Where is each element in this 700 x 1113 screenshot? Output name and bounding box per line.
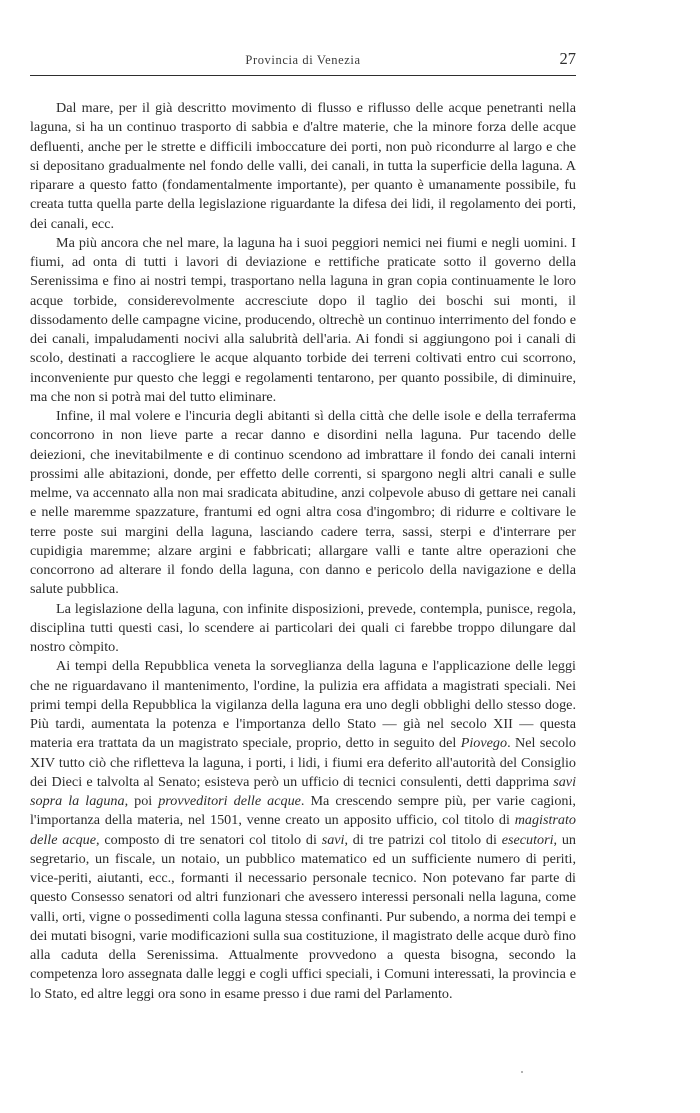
italic-term: provveditori delle acque [158,793,301,809]
running-head [30,49,576,72]
text-run: Ai tempi della Repubblica veneta la sorveglianza della laguna e l'applicazione delle leggi che ne riguardavano il mantenimento, l'ordine, la pulizia era affidata a magistrati speciali. Nei primi tempi della Repubblica la vigilanza della laguna era uno degli obblighi dello stesso doge. Più tardi, aumentata la potenza e l'importanza dello Stato — già nel secolo XII — questa materia era trattata da un magistrato speciale, proprio, detto in seguito del [30,658,576,752]
text-run: Ma più ancora che nel mare, la laguna ha i suoi peggiori nemici nei fiumi e negli uomini. I fiumi, ad onta di tutti i lavori di deviazione e rettifiche praticate sotto il governo della Serenissima e fino ai nostri tempi, trasportano nella laguna in gran copia continuamente le loro acque torbide, considerevolmente accresciute dopo il taglio dei boschi sui monti, il dissodamento delle campagne vicine, producendo, oltrechè un continuo interrimento del fondo e dei canali, impaludamenti nocivi alla salubrità dell'aria. Ai fondi si aggiungono poi i canali di scolo, destinati a raccogliere le acque alquanto torbide dei terreni coltivati entro cui scorrono, inconveniente pur questo che leggi e regolamenti tentarono, per quanto possibile, di diminuire, ma che non si potrà mai del tutto eliminare. [30,234,576,405]
italic-term: magistrato delle acque [30,812,576,848]
paragraph-4 [30,600,576,658]
text-run: La legislazione della laguna, con infinite disposizioni, prevede, contempla, punisce, regola, disciplina tutti questi casi, lo scendere ai particolari dei quali ci farebbe troppo dilungare dal nostro còmpito. [30,600,576,655]
running-title: Provincia di Venezia [245,53,361,67]
text-run: Dal mare, per il già descritto movimento di flusso e riflusso delle acque penetranti nella laguna, si ha un continuo trasporto di sabbia e d'altre materie, che la minore forza delle acque defluenti, anche per le strette e difficili imboccature dei porti, non può ricondurre al largo e che si depositano gradualmente nel fondo delle valli, dei canali, in tutta la superficie della laguna. A riparare a questo fatto (fondamentalmente importante), per quanto è umanamente possibile, fu creata tutta quella parte della legislazione riguardante la difesa dei lidi, il regolamento dei porti, dei canali, ecc. [30,100,576,232]
italic-term: Piovego [460,735,508,752]
text-run: , di tre patrizi col titolo di [344,831,502,848]
paragraph-1 [30,99,576,234]
italic-term: esecutori [501,831,554,848]
body-text [30,99,576,1004]
page-number: 27 [559,49,576,68]
text-run: , poi [124,793,159,809]
text-run: . Ma crescendo sempre più, per varie cagioni, l'importanza della materia, nel 1501, venne creato un apposito ufficio, col titolo di [30,793,576,829]
text-run: , un segretario, un fiscale, un notaio, un pubblico matematico ed un sufficiente numero di periti, vice-periti, aiutanti, ecc., formanti il necessario personale tecnico. Non potevano far parte di questo Consesso senatori od altri funzionari che avessero interessi personali nella laguna, come valli, orti, vigne o possedimenti colla laguna stessa confinanti. Pur subendo, a norma dei tempi e dei mutati bisogni, varie modificazioni sulla sua costituzione, il magistrato delle acque durò fino alla caduta della Serenissima. Attualmente provvedono a questa bisogna, secondo la competenza loro assegnata dalle leggi e cogli uffici speciali, i Comuni interessati, la provincia e lo Stato, ed altre leggi ora sono in esame presso i due rami del Parlamento. [30,831,576,1002]
text-run: Infine, il mal volere e l'incuria degli abitanti sì della città che delle isole e della terraferma concorrono in non lieve parte a recar danno e disordini nella laguna. Pur tacendo delle deiezioni, che inevitabilmente e di continuo scendono ad imbrattare il fondo dei canali interni prossimi alle abitazioni, donde, per effetto delle correnti, si spargono negli altri canali e sulle melme, va accennato alla non mai sradicata abitudine, anzi colpevole abuso di gettare nei canali e nelle maremme spazzature, frantumi ed ogni altra cosa d'ingombro; di ridurre e coltivare le terre poste sui margini della laguna, lasciando cadere terra, sassi, sterpi e d'interrare per cupidigia maremme; alzare argini e fabbricati; allargare valli e tante altre operazioni che concorrono ad alterare il fondo della laguna, con danno e pericolo della navigazione e della salute pubblica. [30,408,576,598]
text-run: , composto di tre senatori col titolo di [96,831,322,848]
text-run: . Nel secolo XIV tutto ciò che rifletteva la laguna, i porti, i lidi, i fiumi era deferito all'autorità del Consiglio dei Dieci e talvolta al Senato; esisteva però un ufficio di tecnici consulenti, detti dapprima [30,735,576,790]
paragraph-3 [30,407,576,600]
scan-speck [521,1071,523,1073]
paragraph-5 [30,657,576,1004]
italic-term: savi [321,831,345,848]
italic-term: savi sopra la laguna [30,773,576,809]
header-rule [30,75,576,76]
paragraph-2 [30,234,576,407]
